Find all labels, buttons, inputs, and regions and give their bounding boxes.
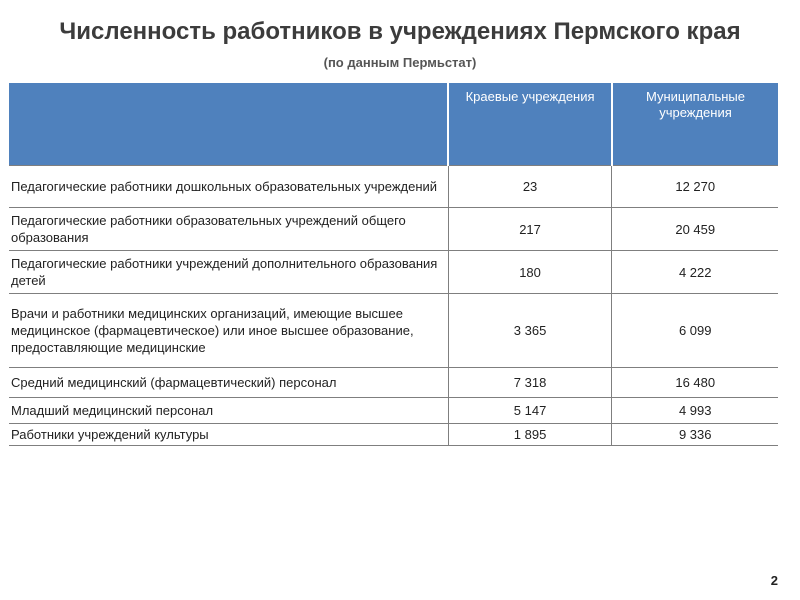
row-label: Младший медицинский персонал [9, 398, 448, 424]
municipal-value: 4 993 [612, 398, 778, 424]
table-header-row [9, 83, 778, 166]
row-label: Работники учреждений культуры [9, 424, 448, 446]
municipal-value: 16 480 [612, 368, 778, 398]
regional-value: 23 [448, 166, 612, 208]
row-label: Педагогические работники дошкольных образовательных учреждений [9, 166, 448, 208]
table-row [9, 368, 778, 398]
row-label: Средний медицинский (фармацевтический) персонал [9, 368, 448, 398]
table-row [9, 424, 778, 446]
table-row [9, 251, 778, 294]
header-municipal: Муниципальные учреждения [612, 83, 778, 166]
page-number: 2 [770, 573, 778, 588]
table-row [9, 208, 778, 251]
regional-value: 180 [448, 251, 612, 294]
row-label: Педагогические работники учреждений дополнительного образования детей [9, 251, 448, 294]
workers-table [9, 83, 778, 446]
header-regional: Краевые учреждения [448, 83, 612, 166]
municipal-value: 6 099 [612, 294, 778, 368]
municipal-value: 4 222 [612, 251, 778, 294]
table-row [9, 398, 778, 424]
page-title: Численность работников в учреждениях Пермского края [59, 18, 741, 45]
page-subtitle: (по данным Пермьстат) [323, 55, 477, 70]
regional-value: 3 365 [448, 294, 612, 368]
table-row [9, 166, 778, 208]
table-row [9, 294, 778, 368]
municipal-value: 9 336 [612, 424, 778, 446]
row-label: Врачи и работники медицинских организаций, имеющие высшее медицинское (фармацевтическое) или иное высшее образование, предоставляющие медицинские [9, 294, 448, 368]
regional-value: 1 895 [448, 424, 612, 446]
municipal-value: 12 270 [612, 166, 778, 208]
regional-value: 217 [448, 208, 612, 251]
row-label: Педагогические работники образовательных учреждений общего образования [9, 208, 448, 251]
regional-value: 7 318 [448, 368, 612, 398]
header-label [9, 83, 448, 166]
regional-value: 5 147 [448, 398, 612, 424]
municipal-value: 20 459 [612, 208, 778, 251]
